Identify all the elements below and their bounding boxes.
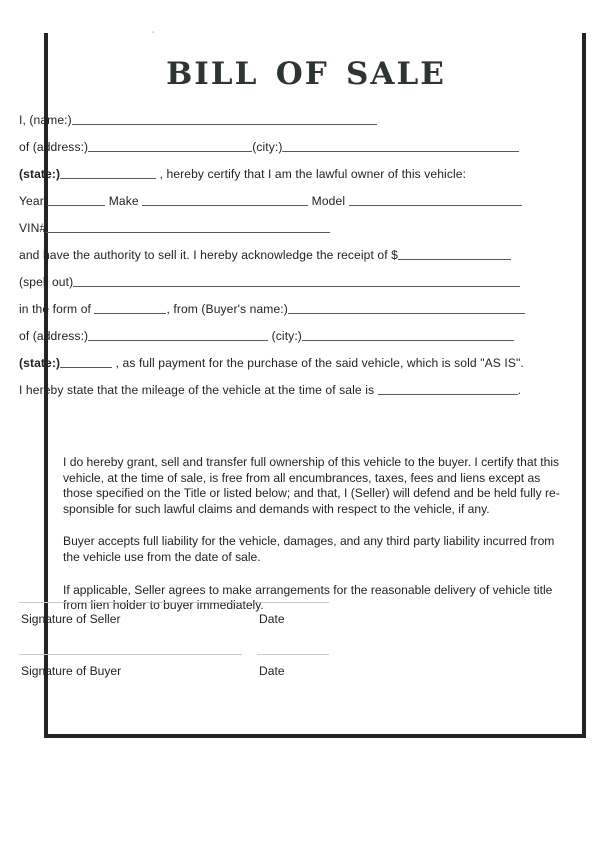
line-state-certify-label-0: (state:) xyxy=(19,167,61,181)
line-spell-out xyxy=(19,269,525,296)
signature-row-buyer xyxy=(19,648,525,700)
line-state-certify-blank-1[interactable] xyxy=(60,165,156,179)
line-year-make-model-label-0: Year xyxy=(19,194,48,208)
line-form-buyer-blank-3[interactable] xyxy=(288,300,525,314)
line-buyer-address-city-blank-1[interactable] xyxy=(88,327,268,341)
para-title: If applicable, Seller agrees to make arrangements for the reasonable delivery of vehicle title from lien holder to buyer immediately. xyxy=(63,582,553,613)
line-buyer-address-city-label-0: of (address:) xyxy=(19,329,89,343)
line-spell-out-label-0: (spell out) xyxy=(19,275,74,289)
line-year-make-model-label-2: Make xyxy=(105,194,143,208)
line-receipt-blank-1[interactable] xyxy=(398,246,511,260)
para-liability: Buyer accepts full liability for the vehicle, damages, and any third party liability incurred from the vehicle use from the date of sale. xyxy=(63,534,555,564)
para-grant: I do hereby grant, sell and transfer full ownership of this vehicle to the buyer. I certify that this vehicle, at the time of sale, is free from all encumbrances, taxes, fees and liens except as those specified on the Title or listed below; and that, I (Seller) will defend and be held fully re-sponsible for such lawful claims and demands with respect to the vehicle, if any. xyxy=(63,455,560,516)
page-title: bill of sale xyxy=(166,44,446,96)
line-name-blank-1[interactable] xyxy=(72,111,377,125)
line-buyer-address-city-blank-3[interactable] xyxy=(302,327,514,341)
line-form-buyer-blank-1[interactable] xyxy=(94,300,166,314)
line-address-city xyxy=(19,134,525,161)
line-year-make-model-blank-5[interactable] xyxy=(349,192,522,206)
line-form-buyer-label-2: , from (Buyer's name:) xyxy=(166,302,288,316)
line-receipt-label-0: and have the authority to sell it. I hereby acknowledge the receipt of $ xyxy=(19,248,398,262)
form-fields-section xyxy=(19,107,525,404)
line-form-buyer xyxy=(19,296,525,323)
signature-row-seller xyxy=(19,596,525,648)
line-state-payment-label-2: , as full payment for the purchase of the said vehicle, which is sold "AS IS". xyxy=(112,356,524,370)
line-vin xyxy=(19,215,525,242)
signature-caption-buyer: Signature of Buyer xyxy=(21,664,122,678)
line-address-city-blank-1[interactable] xyxy=(88,138,252,152)
date-caption-buyer: Date xyxy=(259,664,285,678)
line-year-make-model xyxy=(19,188,525,215)
line-address-city-label-0: of (address:) xyxy=(19,140,89,154)
line-name-label-0: I, (name:) xyxy=(19,113,72,127)
line-name xyxy=(19,107,525,134)
line-year-make-model-blank-1[interactable] xyxy=(47,192,105,206)
line-address-city-blank-3[interactable] xyxy=(282,138,519,152)
line-receipt xyxy=(19,242,525,269)
date-line-seller[interactable] xyxy=(257,602,329,603)
line-mileage-blank-1[interactable] xyxy=(378,381,518,395)
line-state-payment-label-0: (state:) xyxy=(19,356,61,370)
line-state-payment-blank-1[interactable] xyxy=(60,354,112,368)
date-line-buyer[interactable] xyxy=(257,654,329,655)
line-state-certify xyxy=(19,161,525,188)
line-state-payment xyxy=(19,350,525,377)
legal-paragraphs-section xyxy=(63,440,563,614)
line-mileage-label-0: I hereby state that the mileage of the vehicle at the time of sale is xyxy=(19,383,378,397)
line-year-make-model-blank-3[interactable] xyxy=(142,192,308,206)
line-state-certify-label-2: , hereby certify that I am the lawful owner of this vehicle: xyxy=(156,167,467,181)
line-vin-label-0: VIN# xyxy=(19,221,47,235)
line-year-make-model-label-4: Model xyxy=(308,194,349,208)
signature-caption-seller: Signature of Seller xyxy=(21,612,121,626)
signature-block xyxy=(19,596,525,700)
signature-line-seller[interactable] xyxy=(19,602,242,603)
line-buyer-address-city xyxy=(19,323,525,350)
line-spell-out-blank-1[interactable] xyxy=(73,273,520,287)
line-vin-blank-1[interactable] xyxy=(46,219,330,233)
signature-line-buyer[interactable] xyxy=(19,654,242,655)
line-buyer-address-city-label-2: (city:) xyxy=(268,329,302,343)
line-mileage-label-2: . xyxy=(517,383,522,397)
line-mileage xyxy=(19,377,525,404)
line-form-buyer-label-0: in the form of xyxy=(19,302,95,316)
line-address-city-label-2: (city:) xyxy=(252,140,283,154)
date-caption-seller: Date xyxy=(259,612,285,626)
